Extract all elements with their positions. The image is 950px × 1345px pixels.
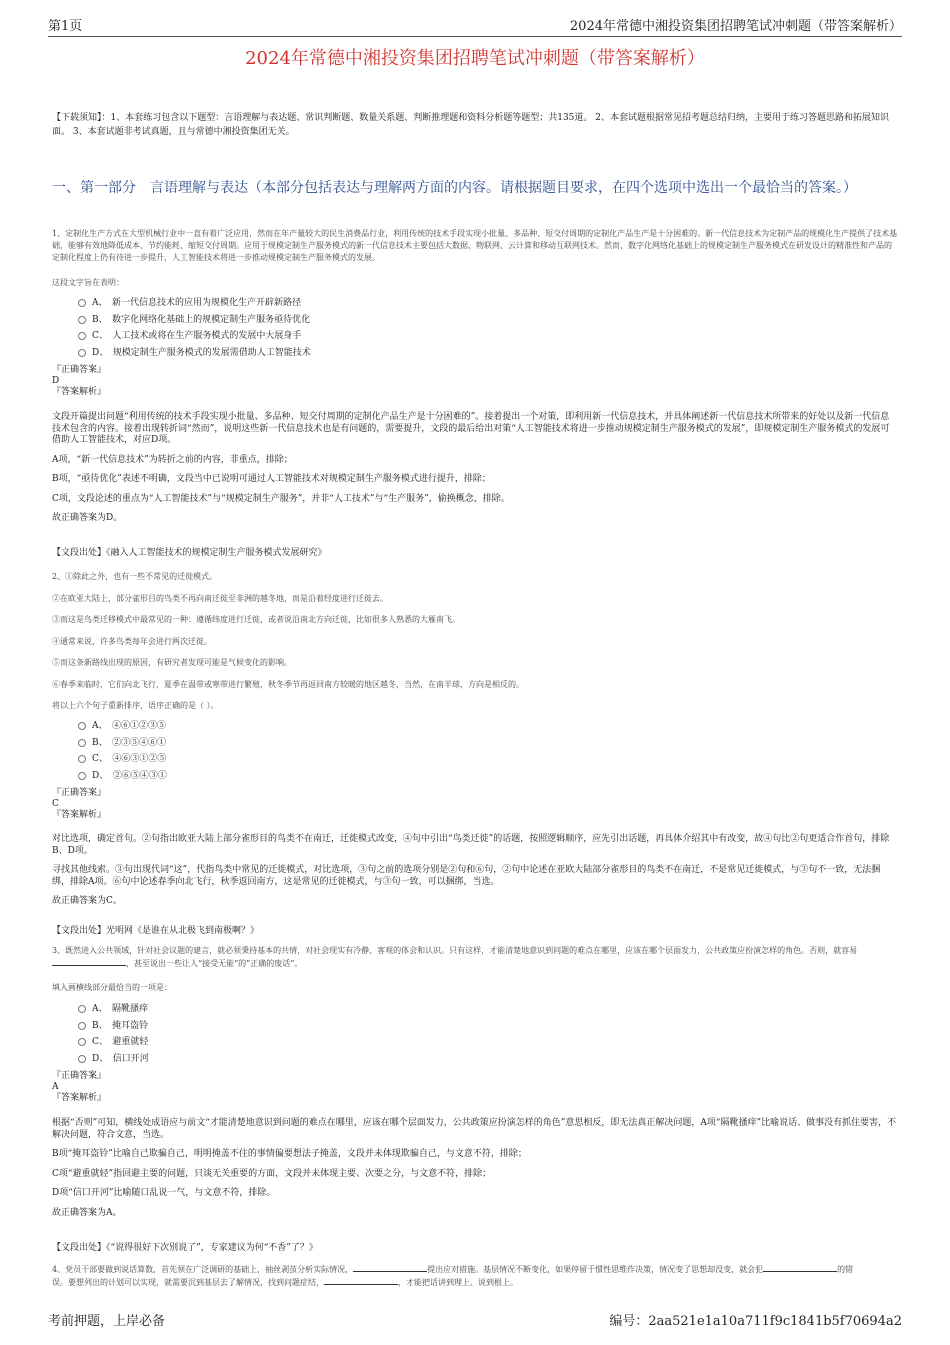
- radio-icon[interactable]: [78, 1005, 86, 1013]
- header-doc-title: 2024年常德中湘投资集团招聘笔试冲刺题（带答案解析）: [569, 19, 902, 34]
- answer-value: A: [52, 1082, 59, 1092]
- page-header: [48, 12, 902, 37]
- q2-source: 【文段出处】光明网《是谁在从北极飞到南极啊？》: [52, 926, 260, 936]
- radio-icon[interactable]: [78, 349, 86, 357]
- option[interactable]: A、 ④⑥①②③⑤: [78, 718, 167, 735]
- footer-slogan: 考前押题，上岸必备: [48, 1314, 166, 1329]
- doc-title: 2024年常德中湘投资集团招聘笔试冲刺题（带答案解析）: [245, 48, 705, 69]
- radio-icon[interactable]: [78, 722, 86, 730]
- answer-label: 『正确答案』: [52, 788, 107, 798]
- q2-answer-block: [52, 788, 106, 821]
- section-heading: 一、第一部分 言语理解与表达（本部分包括表达与理解两方面的内容。请根据题目要求，在四个选项中选出一个最恰当的答案。）: [52, 180, 857, 196]
- analysis-label: 『答案解析』: [52, 387, 107, 397]
- doc-id: 编号：2aa521e1a10a711f9c1841b5f70694a2: [609, 1314, 902, 1329]
- q3-prompt: 填入画横线部分最恰当的一项是：: [52, 983, 172, 992]
- radio-icon[interactable]: [78, 1055, 86, 1063]
- option[interactable]: D、 ②⑥⑤④③①: [78, 768, 167, 785]
- radio-icon[interactable]: [78, 316, 86, 324]
- q3-options: [78, 1001, 149, 1067]
- option[interactable]: D、 信口开河: [78, 1051, 149, 1068]
- q4-stem: 4、党员干部要做到说话算数，首先须在广泛调研的基础上，抽丝剥茧分析实际情况， 提出应对措施。基层情况不断变化，如果停留于惯性思维作决策，情况变了思想却没变，就会犯 的错 误。要想列出的计划可以实现，就需要沉到基层去了解情况，找到问题症结， ，才能把话讲到理上、说到根上。: [52, 1265, 854, 1287]
- analysis-label: 『答案解析』: [52, 810, 107, 820]
- q1-answer-block: [52, 365, 106, 398]
- option[interactable]: B、 数字化网络化基础上的规模定制生产服务亟待优化: [78, 312, 311, 329]
- page-footer: [48, 1310, 902, 1329]
- option[interactable]: A、 隔靴搔痒: [78, 1001, 149, 1018]
- radio-icon[interactable]: [78, 332, 86, 340]
- q1-options: [78, 295, 311, 361]
- q2-analysis: 对比选项，确定首句。②句指出欧亚大陆上部分雀形目的鸟类不在南迁，迁徙模式改变，④句中引出“鸟类迁徙”的话题，按照逻辑顺序，应先引出话题，再具体介绍其中有改变，故④句比②句更适合作首句，排除B、D项。 寻找其他线索。③句出现代词“这”，代指鸟类中常见的迁徙模式，对比选项，③句之前的选项分别是②句和⑥句，②句中论述在亚欧大陆部分雀形目的鸟类不在南迁，不是常见迁徙模式，与③句不一致，无法捆绑，排除A项。⑥句中论述春季向北飞行，秋季返回南方，这是常见的迁徙模式，与③句一致，可以捆绑，当选。 故正确答案为C。: [52, 834, 890, 906]
- option[interactable]: D、 规模定制生产服务模式的发展需借助人工智能技术: [78, 345, 311, 362]
- download-notice: 【下载须知】：1、本套练习包含以下题型：言语理解与表达题、常识判断题、数量关系题、判断推理题和资料分析题等题型；共135道。 2、本套试题根据常见招考题总结归纳，主要用于练习答题思路和拓展知识面。 3、本套试题非考试真题，且与常德中湘投资集团无关。: [52, 113, 889, 137]
- q2-sentences: 2、①除此之外，也有一些不常见的迁徙模式。 ②在欧亚大陆上，部分雀形目的鸟类不再向南迁徙至非洲的越冬地，而是沿着经度进行迁徙去。 ③而这是鸟类迁移模式中最常见的一种：遵循纬度进行迁徙，或者说沿南北方向迁徙，比如很多人熟悉的大雁南飞。 ④通常来说，许多鸟类每年会进行两次迁徙。 ⑤而这条新路线出现的原因，有研究者发现可能是气候变化的影响。 ⑥春季来临时，它们向北飞行，夏季在温带或寒带进行繁殖，秋冬季节再返回南方较暖的地区越冬，当然，在南半球，方向是相反的。 将以上六个句子重新排序，语序正确的是（ ）。: [52, 572, 524, 710]
- fill-blank: [52, 957, 126, 966]
- radio-icon[interactable]: [78, 299, 86, 307]
- analysis-label: 『答案解析』: [52, 1093, 107, 1103]
- option[interactable]: B、 ②③⑤④⑥①: [78, 735, 167, 752]
- answer-value: D: [52, 376, 60, 386]
- fill-blank: [324, 1276, 398, 1285]
- q3-stem: 3、既然进入公共领域，针对社会议题的建言，就必须秉持基本的共情，对社会现实有冷静、客观的体会和认识。只有这样，才能清楚地意识到问题的难点在哪里，应该在哪个层面发力，公共政策应扮演怎样的角色。否则，就容易，甚至说出一些让人“接受无能”的“正确的废话”。: [52, 946, 858, 968]
- fill-blank: [353, 1263, 427, 1272]
- q1-analysis: 文段开篇提出问题“利用传统的技术手段实现小批量、多品种、短交付周期的定制化产品生产是十分困难的”。接着提出一个对策，即利用新一代信息技术，并具体阐述新一代信息技术所带来的好处以及新一代信息技术包含的内容。接着出现转折词“然而”，说明这些新一代信息技术也是有问题的，需要提升，文段的最后给出对策“人工智能技术将进一步推动规模定制生产服务模式的发展”，即规模定制生产服务模式的发展可借助人工智能技术，对应D项。 A项，“新一代信息技术”为转折之前的内容，非重点，排除； B项，“亟待优化”表述不明确，文段当中已说明可通过人工智能技术对规模定制生产服务模式进行提升，排除； C项，文段论述的重点为“人工智能技术”与“规模定制生产服务”，并非“人工技术”与“生产服务”，偷换概念，排除。 故正确答案为D。: [52, 412, 890, 523]
- option[interactable]: C、 避重就轻: [78, 1034, 149, 1051]
- option[interactable]: B、 掩耳盗铃: [78, 1018, 149, 1035]
- answer-value: C: [52, 799, 59, 809]
- q1-source: 【文段出处】《融入人工智能技术的规模定制生产服务模式发展研究》: [52, 548, 327, 558]
- q3-source: 【文段出处】《“说得很好下次别说了”，专家建议为何“不香”了？》: [52, 1243, 318, 1253]
- radio-icon[interactable]: [78, 772, 86, 780]
- page-number: 第1页: [48, 19, 83, 34]
- answer-label: 『正确答案』: [52, 1071, 107, 1081]
- radio-icon[interactable]: [78, 755, 86, 763]
- radio-icon[interactable]: [78, 1022, 86, 1030]
- radio-icon[interactable]: [78, 1038, 86, 1046]
- q1-prompt: 这段文字旨在表明：: [52, 278, 124, 287]
- fill-blank: [763, 1263, 837, 1272]
- radio-icon[interactable]: [78, 739, 86, 747]
- answer-label: 『正确答案』: [52, 365, 107, 375]
- option[interactable]: A、 新一代信息技术的应用为规模化生产开辟新路径: [78, 295, 311, 312]
- option[interactable]: C、 人工技术或将在生产服务模式的发展中大展身手: [78, 328, 311, 345]
- q1-stem: 1、定制化生产方式在大型机械行业中一直有着广泛应用，然而在年产量较大的民生消费品行业，利用传统的技术手段实现小批量、多品种、短交付周期的定制化产品生产是十分困难的。新一代信息技术为定制产品的规模化生产提供了技术基础，能够有效地降低成本、节约能耗、缩短交付周期。应用于规模定制生产服务模式的新一代信息技术主要包括大数据、物联网、云计算和移动互联网技术。然而，数字化网络化基础上的规模定制生产服务模式在研发设计的精准性和产品的定制化程度上仍有待进一步提升，人工智能技术将进一步推动规模定制生产服务模式的发展。: [52, 229, 898, 262]
- q3-analysis: 根据“否则”可知，横线处成语应与前文“才能清楚地意识到问题的难点在哪里，应该在哪个层面发力，公共政策应扮演怎样的角色”意思相反，即无法真正解决问题，A项“隔靴搔痒”比喻说话、做事没有抓住要害，不解决问题，符合文意，当选。 B项“掩耳盗铃”比喻自己欺骗自己，明明掩盖不住的事情偏要想法子掩盖，文段并未体现欺骗自己，与文意不符，排除； C项“避重就轻”指回避主要的问题，只谈无关重要的方面，文段并未体现主要、次要之分，与文意不符，排除； D项“信口开河”比喻随口乱说一气，与文意不符，排除。 故正确答案为A。: [52, 1118, 897, 1218]
- q3-answer-block: [52, 1071, 106, 1104]
- option[interactable]: C、 ④⑥③①②⑤: [78, 751, 167, 768]
- q2-options: [78, 718, 167, 784]
